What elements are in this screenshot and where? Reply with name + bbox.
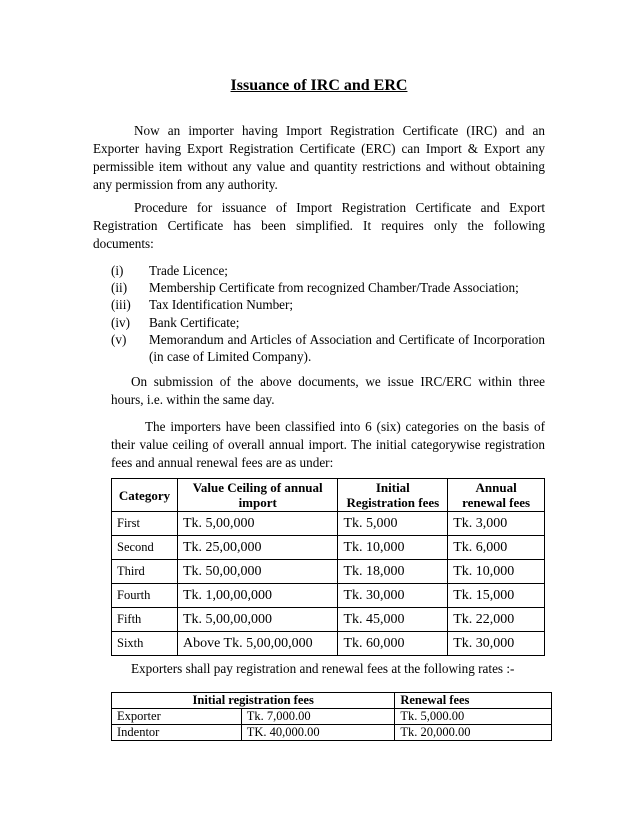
list-item-number: (i) [111,263,124,278]
column-header-initial-fees: Initial Registration fees [338,479,448,512]
procedure-paragraph: Procedure for issuance of Import Registration Certificate and Export Registration Certificate has been simplified. It requires only the following documents: [93,200,545,251]
table-cell: Tk. 10,000 [338,536,448,560]
table-row [112,709,552,725]
list-item-number: (iii) [111,297,131,313]
list-item-text: Tax Identification Number; [149,297,294,313]
list-item [111,296,545,313]
table-cell: Tk. 15,000 [448,584,545,608]
table-cell: Tk. 10,000 [448,560,545,584]
table-cell: Tk. 18,000 [338,560,448,584]
list-item [111,314,545,331]
table-row [112,536,545,560]
table-cell: Fourth [112,584,178,608]
table-row [112,725,552,741]
intro-paragraph: Now an importer having Import Registration Certificate (IRC) and an Exporter having Export Registration Certificate (ERC) can Import & Export any permissible item without any value and quantity restrictions and without obtaining any permission from any authority. [93,123,545,192]
table-row [112,584,545,608]
table-cell: Tk. 45,000 [338,608,448,632]
table-cell: Tk. 20,000.00 [395,725,552,741]
list-item-number: (iv) [111,314,131,330]
table-cell: Tk. 7,000.00 [241,709,395,725]
table-cell: Exporter [112,709,242,725]
table-row [112,608,545,632]
exporter-fees-table [111,692,552,741]
table-cell: Tk. 5,00,00,000 [177,608,337,632]
table-cell: Tk. 5,000.00 [395,709,552,725]
table-cell: Tk. 50,00,000 [177,560,337,584]
list-item [111,279,545,296]
table-row [112,632,545,656]
documents-list [111,262,545,365]
table-cell: Fifth [112,608,178,632]
table-cell: Sixth [112,632,178,656]
column-header-initial-registration: Initial registration fees [112,693,395,709]
table-header-row [112,479,545,512]
table-cell: Tk. 3,000 [448,512,545,536]
submission-paragraph: On submission of the above documents, we issue IRC/ERC within three hours, i.e. within the same day. [111,374,545,407]
list-item-number: (ii) [111,280,128,296]
table-cell: Tk. 60,000 [338,632,448,656]
list-item-number: (v) [111,331,127,347]
list-item-text: Memorandum and Articles of Association and Certificate of Incorporation (in case of Limited Company). [149,331,545,365]
table-cell: Tk. 1,00,00,000 [177,584,337,608]
table-cell: Tk. 6,000 [448,536,545,560]
column-header-value-ceiling: Value Ceiling of annual import [177,479,337,512]
page-title: Issuance of IRC and ERC [230,77,408,94]
list-item-text: Membership Certificate from recognized Chamber/Trade Association; [149,280,519,296]
table-cell: Tk. 30,000 [448,632,545,656]
table-cell: Above Tk. 5,00,00,000 [177,632,337,656]
table-cell: Tk. 5,000 [338,512,448,536]
table-row [112,512,545,536]
exporters-paragraph: Exporters shall pay registration and renewal fees at the following rates :- [131,661,515,676]
table-cell: Third [112,560,178,584]
table-cell: Tk. 5,00,000 [177,512,337,536]
table-header-row [112,693,552,709]
list-item [111,262,545,279]
table-cell: Indentor [112,725,242,741]
list-item-text: Trade Licence; [149,263,228,278]
column-header-renewal-fees: Annual renewal fees [448,479,545,512]
table-cell: TK. 40,000.00 [241,725,395,741]
table-row [112,560,545,584]
table-cell: Tk. 30,000 [338,584,448,608]
column-header-renewal: Renewal fees [395,693,552,709]
list-item-text: Bank Certificate; [149,314,240,330]
importer-fees-table [111,478,545,656]
table-cell: Tk. 22,000 [448,608,545,632]
list-item [111,331,545,365]
table-cell: Tk. 25,00,000 [177,536,337,560]
table-cell: Second [112,536,178,560]
categories-paragraph: The importers have been classified into 6 (six) categories on the basis of their value ceiling of overall annual import. The initial categorywise registration fees and annual renewal fees are as under: [111,419,545,470]
column-header-category: Category [112,479,178,512]
table-cell: First [112,512,178,536]
